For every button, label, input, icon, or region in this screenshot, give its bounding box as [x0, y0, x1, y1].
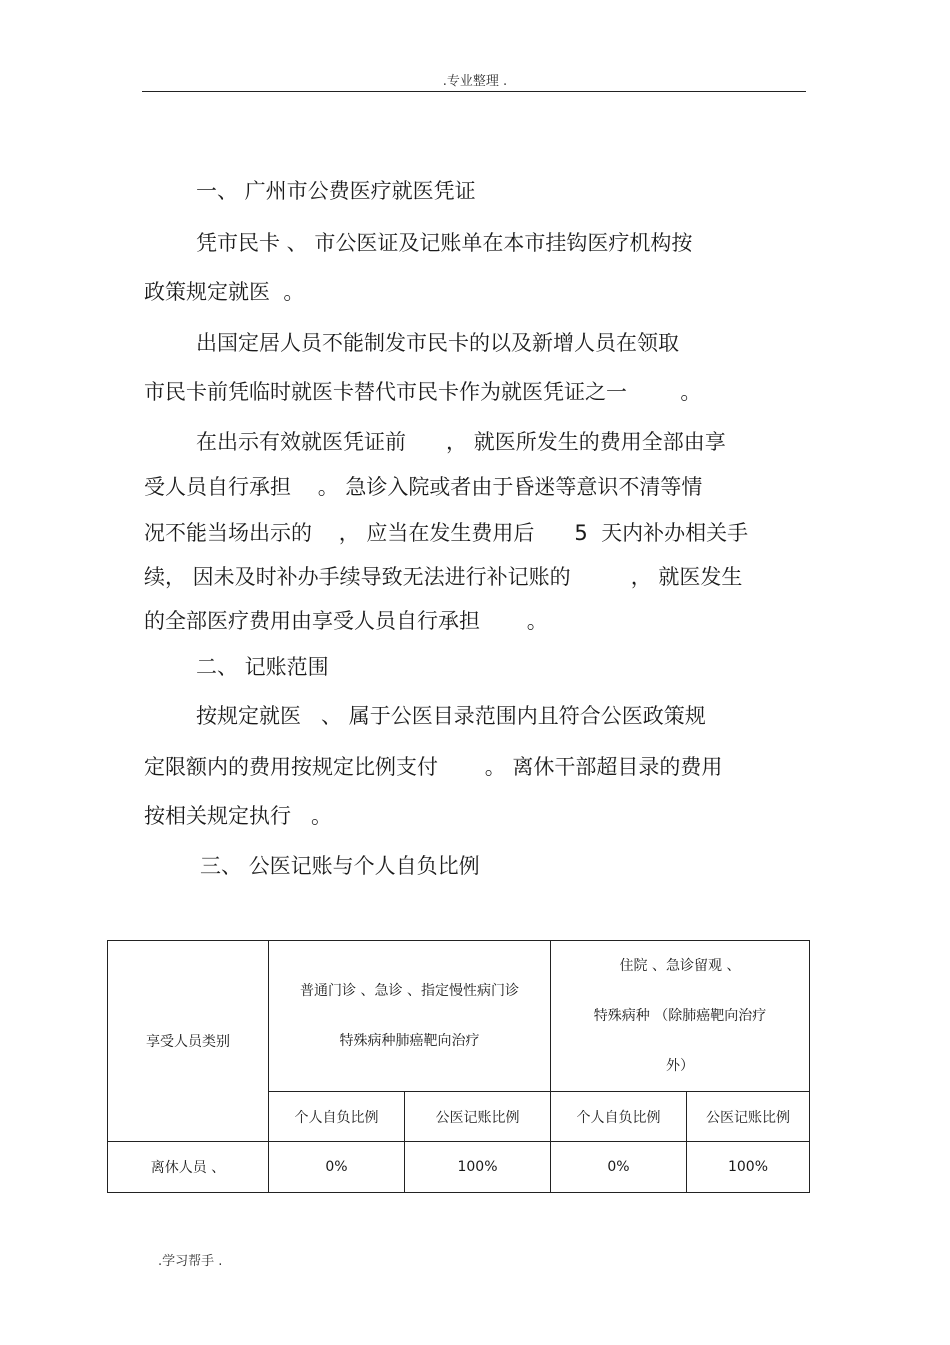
- s1-p3-line-3: 况不能当场出示的 ， 应当在发生费用后 5 天内补办相关手: [144, 521, 749, 545]
- s1-p3-line-2: 受人员自行承担 。 急诊入院或者由于昏迷等意识不清等情: [144, 475, 703, 499]
- row-g2-personal: 0%: [551, 1142, 687, 1193]
- group-inpatient-line-3: 外）: [666, 1058, 694, 1074]
- section-3-title: 三、 公医记账与个人自负比例: [200, 854, 480, 878]
- section-2-title: 二、 记账范围: [196, 655, 329, 679]
- s1-p1-line-2: 政策规定就医 。: [144, 280, 305, 304]
- section-1-title: 一、 广州市公费医疗就医凭证: [196, 179, 476, 203]
- row-g2-public: 100%: [687, 1142, 810, 1193]
- group-inpatient-line-1: 住院 、急诊留观 、: [619, 958, 741, 974]
- g2-personal-header: 个人自负比例: [551, 1092, 687, 1142]
- row-category: 离休人员 、: [108, 1142, 269, 1193]
- group-outpatient-line-1: 普通门诊 、急诊 、指定慢性病门诊: [300, 983, 519, 999]
- group-inpatient-header: [551, 941, 810, 1092]
- s1-p3-line-5: 的全部医疗费用由享受人员自行承担 。: [144, 609, 548, 633]
- g1-personal-header: 个人自负比例: [269, 1092, 405, 1142]
- s1-p3-line-4: 续， 因未及时补办手续导致无法进行补记账的 ， 就医发生: [144, 565, 743, 589]
- table-header-row: [108, 941, 810, 1092]
- s2-p1-line-2: 定限额内的费用按规定比例支付 。 离休干部超目录的费用: [144, 755, 723, 779]
- s1-p3-line-1: 在出示有效就医凭证前 ， 就医所发生的费用全部由享: [196, 430, 726, 454]
- header-rule: [142, 91, 806, 92]
- s2-p1-line-1: 按规定就医 、 属于公医目录范围内且符合公医政策规: [196, 704, 706, 728]
- ratio-table: [107, 940, 810, 1193]
- s2-p1-line-3: 按相关规定执行 。: [144, 804, 333, 828]
- group-inpatient-line-2: 特殊病种 （除肺癌靶向治疗: [593, 1008, 767, 1024]
- page-footer: .学习帮手 .: [158, 1254, 223, 1269]
- group-outpatient-line-2: 特殊病种肺癌靶向治疗: [339, 1033, 480, 1049]
- group-outpatient-header: [269, 941, 551, 1092]
- g2-public-header: 公医记账比例: [687, 1092, 810, 1142]
- page-header: .专业整理 .: [442, 74, 508, 89]
- category-header: 享受人员类别: [108, 941, 269, 1142]
- g1-public-header: 公医记账比例: [405, 1092, 551, 1142]
- s1-p2-line-2: 市民卡前凭临时就医卡替代市民卡作为就医凭证之一 。: [144, 380, 702, 404]
- table-row: [108, 1142, 810, 1193]
- s1-p1-line-1: 凭市民卡 、 市公医证及记账单在本市挂钩医疗机构按: [196, 231, 693, 255]
- s1-p2-line-1: 出国定居人员不能制发市民卡的以及新增人员在领取: [196, 331, 679, 355]
- row-g1-public: 100%: [405, 1142, 551, 1193]
- row-g1-personal: 0%: [269, 1142, 405, 1193]
